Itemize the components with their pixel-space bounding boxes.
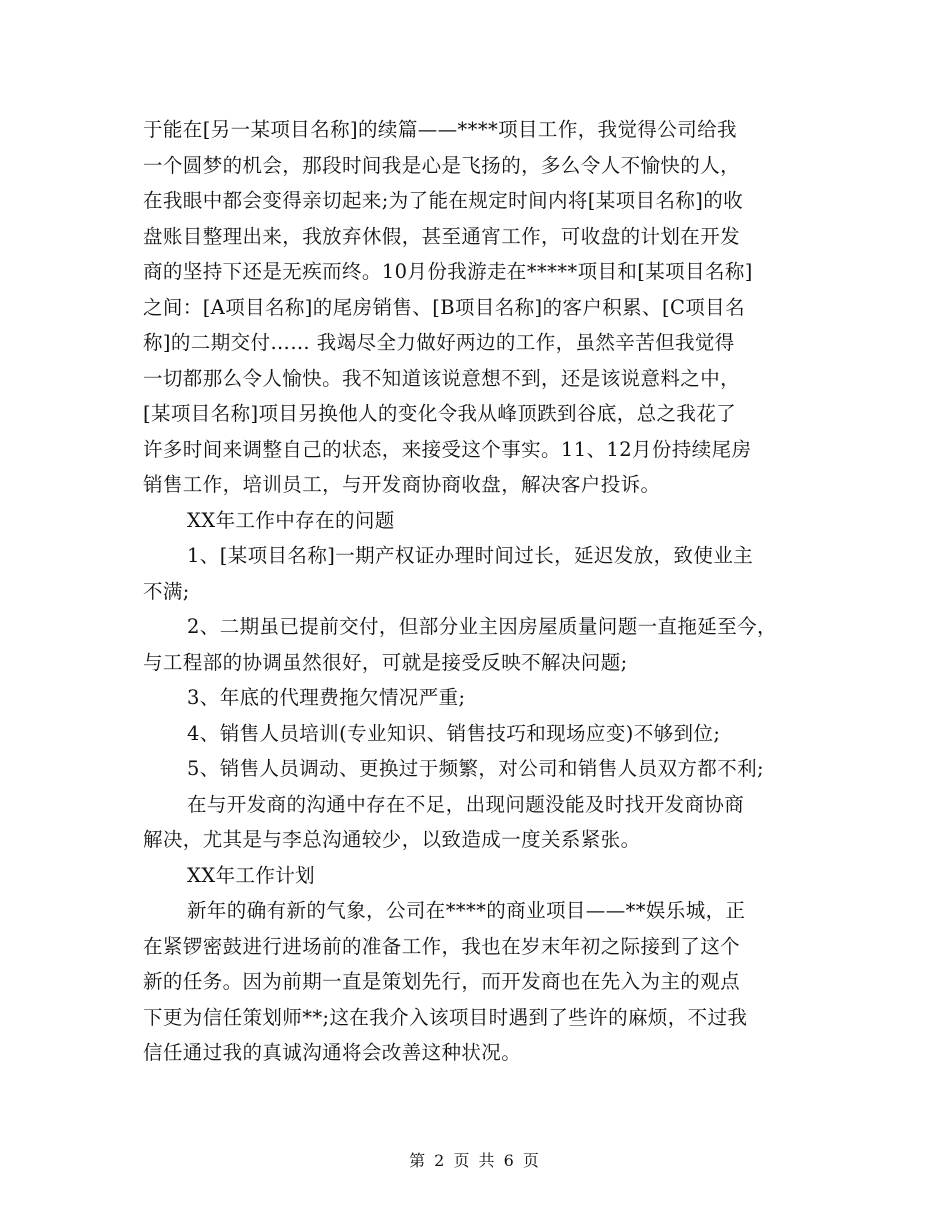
text-line: 与工程部的协调虽然很好，可就是接受反映不解决问题; <box>143 650 628 674</box>
text-line: 不满; <box>143 579 190 603</box>
text-line: 下更为信任策划师**;这在我介入该项目时遇到了些许的麻烦，不过我 <box>143 1005 748 1029</box>
text-line: 4、销售人员培训(专业知识、销售技巧和现场应变)不够到位; <box>187 721 721 745</box>
text-line: 一个圆梦的机会，那段时间我是心是飞扬的，多么令人不愉快的人， <box>143 153 741 177</box>
text-line: 新年的确有新的气象，公司在****的商业项目——**娱乐城，正 <box>187 899 746 922</box>
text-line: 一切都那么令人愉快。我不知道该说意想不到，还是该说意料之中， <box>143 366 741 390</box>
text-line: 称]的二期交付…… 我竭尽全力做好两边的工作，虽然辛苦但我觉得 <box>143 331 735 354</box>
text-line: 在紧锣密鼓进行进场前的准备工作，我也在岁末年初之际接到了这个 <box>143 934 741 958</box>
text-line: 于能在[另一某项目名称]的续篇——****项目工作，我觉得公司给我 <box>143 118 737 141</box>
text-line: 销售工作，培训员工，与开发商协商收盘，解决客户投诉。 <box>143 473 661 496</box>
text-line: XX年工作中存在的问题 <box>187 508 395 532</box>
text-line: XX年工作计划 <box>187 863 316 887</box>
page-footer: 第 2 页 共 6 页 <box>409 1151 541 1170</box>
text-line: 信任通过我的真诚沟通将会改善这种状况。 <box>143 1041 522 1064</box>
text-line: 在我眼中都会变得亲切起来;为了能在规定时间内将[某项目名称]的收 <box>143 189 744 212</box>
text-line: 1、[某项目名称]一期产权证办理时间过长，延迟发放，致使业主 <box>187 544 754 567</box>
text-line: 新的任务。因为前期一直是策划先行，而开发商也在先入为主的观点 <box>143 970 741 993</box>
document-body <box>143 112 823 1071</box>
text-line: 5、销售人员调动、更换过于频繁，对公司和销售人员双方都不利; <box>187 757 764 780</box>
text-line: 之间：[A项目名称]的尾房销售、[B项目名称]的客户积累、[C项目名 <box>143 295 745 319</box>
text-line: [某项目名称]项目另换他人的变化令我从峰顶跌到谷底，总之我花了 <box>143 402 737 425</box>
text-line: 许多时间来调整自己的状态，来接受这个事实。11、12月份持续尾房 <box>143 437 752 461</box>
text-line: 商的坚持下还是无疾而终。10月份我游走在*****项目和[某项目名称] <box>143 260 753 283</box>
text-line: 盘账目整理出来，我放弃休假，甚至通宵工作，可收盘的计划在开发 <box>143 224 741 248</box>
text-line: 2、二期虽已提前交付，但部分业主因房屋质量问题一直拖延至今， <box>187 615 777 638</box>
text-line: 在与开发商的沟通中存在不足，出现问题没能及时找开发商协商 <box>187 792 745 816</box>
text-line: 解决，尤其是与李总沟通较少，以致造成一度关系紧张。 <box>143 828 641 851</box>
text-line: 3、年底的代理费拖欠情况严重; <box>187 686 466 709</box>
